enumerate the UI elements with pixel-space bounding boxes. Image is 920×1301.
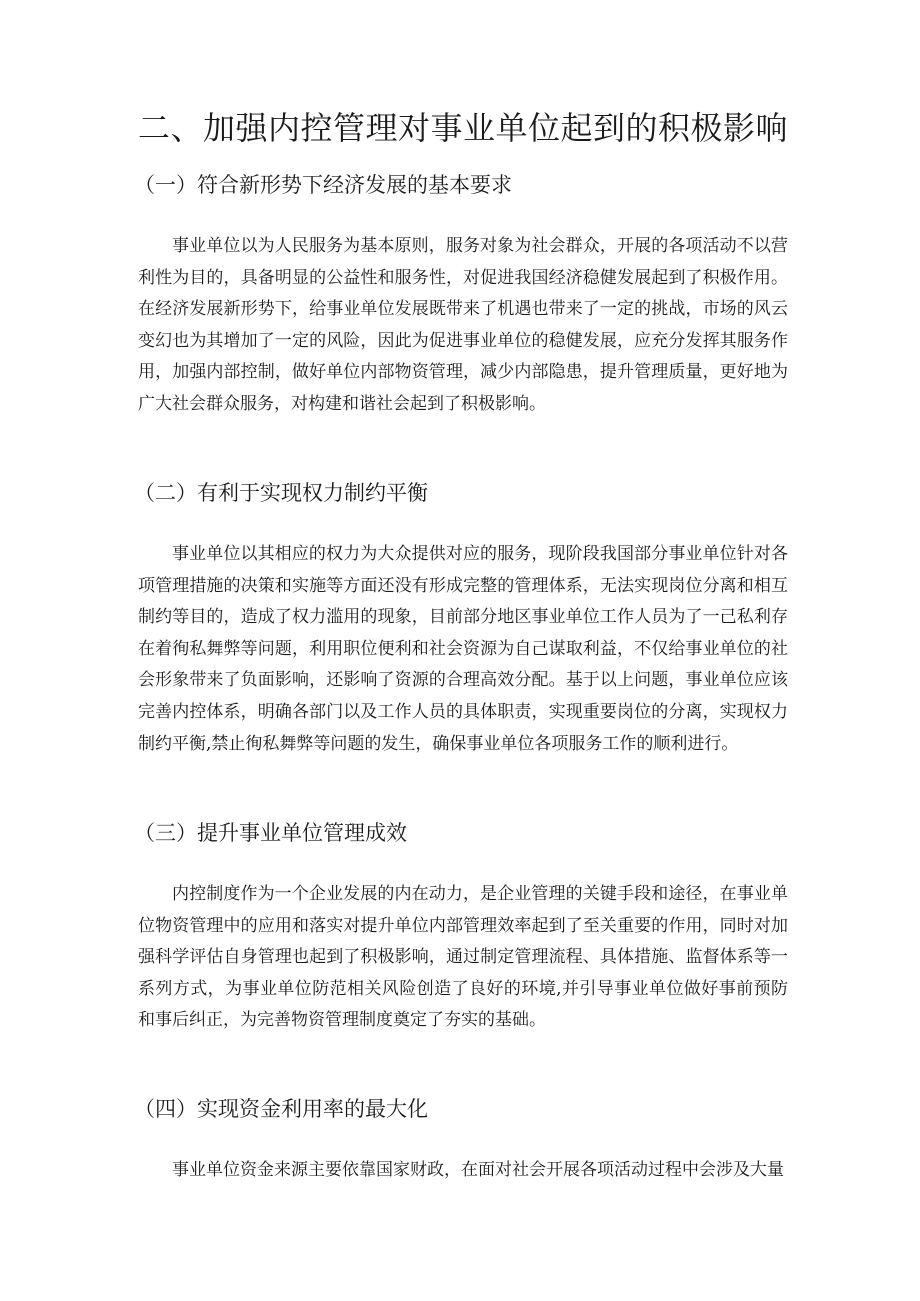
section-heading-4: （四）实现资金利用率的最大化 bbox=[134, 1097, 428, 1121]
section-paragraph-2: 事业单位以其相应的权力为大众提供对应的服务，现阶段我国部分事业单位针对各项管理措施的决策和实施等方面还没有形成完整的管理体系，无法实现岗位分离和相互制约等目的，造成了权力滥用的现象，目前部分地区事业单位工作人员为了一己私利存在着徇私舞弊等问题，利用职位便利和社会资源为自己谋取利益，不仅给事业单位的社会形象带来了负面影响，还影响了资源的合理高效分配。基于以上问题，事业单位应该完善内控体系，明确各部门以及工作人员的具体职责，实现重要岗位的分离，实现权力制约平衡,禁止徇私舞弊等问题的发生，确保事业单位各项服务工作的顺利进行。 bbox=[138, 544, 788, 754]
section-paragraph-3: 内控制度作为一个企业发展的内在动力，是企业管理的关键手段和途径，在事业单位物资管理中的应用和落实对提升单位内部管理效率起到了至关重要的作用，同时对加强科学评估自身管理也起到了积极影响，通过制定管理流程、具体措施、监督体系等一系列方式，为事业单位防范相关风险创造了良好的环境,并引导事业单位做好事前预防和事后纠正，为完善物资管理制度奠定了夯实的基础。 bbox=[138, 884, 788, 1031]
document-title: 二、加强内控管理对事业单位起到的积极影响 bbox=[138, 109, 789, 147]
section-heading-2: （二）有利于实现权力制约平衡 bbox=[134, 481, 428, 505]
section-heading-3: （三）提升事业单位管理成效 bbox=[134, 821, 407, 845]
section-paragraph-4: 事业单位资金来源主要依靠国家财政，在面对社会开展各项活动过程中会涉及大量 bbox=[172, 1160, 784, 1180]
section-paragraph-1: 事业单位以为人民服务为基本原则，服务对象为社会群众，开展的各项活动不以营利性为目的，具备明显的公益性和服务性，对促进我国经济稳健发展起到了积极作用。在经济发展新形势下，给事业单位发展既带来了机遇也带来了一定的挑战，市场的风云变幻也为其增加了一定的风险，因此为促进事业单位的稳健发展，应充分发挥其服务作用，加强内部控制，做好单位内部物资管理，减少内部隐患，提升管理质量，更好地为广大社会群众服务，对构建和谐社会起到了积极影响。 bbox=[138, 236, 788, 414]
section-heading-1: （一）符合新形势下经济发展的基本要求 bbox=[134, 173, 512, 197]
